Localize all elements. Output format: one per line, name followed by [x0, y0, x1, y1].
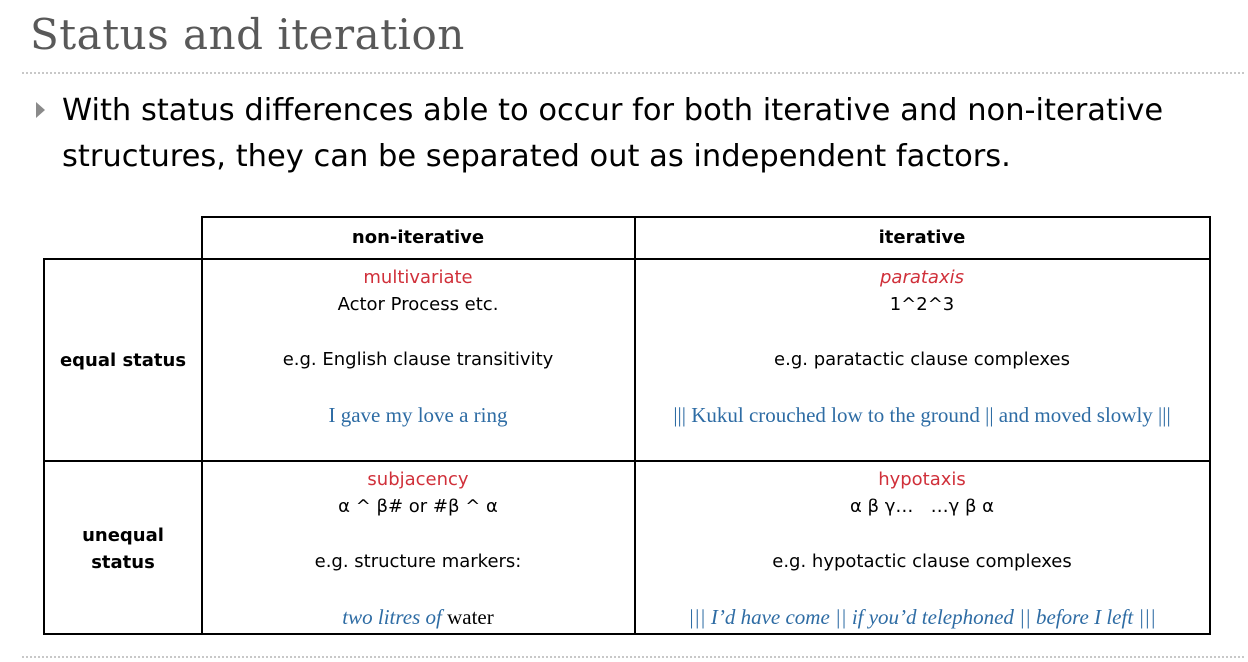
bullet-text: With status differences able to occur for both iterative and non-iterative structures, they can be separated out as independent factors.	[62, 93, 1164, 174]
footer-divider	[22, 656, 1244, 658]
example-label-hypotactic: e.g. hypotactic clause complexes	[772, 551, 1072, 572]
bullet-triangle-icon	[36, 102, 45, 118]
term-subjacency: subjacency	[367, 469, 469, 490]
notation-subjacency: α ^ β# or #β ^ α	[338, 496, 498, 517]
term-hypotaxis: hypotaxis	[878, 469, 966, 490]
row-header-unequal-status-line1: unequal	[82, 525, 164, 546]
table-border	[201, 216, 203, 635]
table-border	[1209, 216, 1211, 635]
notation-multivariate: Actor Process etc.	[337, 294, 499, 315]
title-divider	[22, 72, 1244, 74]
example-label-paratactic: e.g. paratactic clause complexes	[774, 349, 1070, 370]
table-border	[43, 258, 1211, 260]
term-parataxis: parataxis	[879, 267, 965, 288]
table-border	[43, 633, 1211, 635]
column-header-non-iterative: non-iterative	[351, 227, 485, 248]
example-multivariate: I gave my love a ring	[328, 403, 508, 427]
example-label-structure-markers: e.g. structure markers:	[314, 551, 522, 572]
example-hypotaxis: ||| I’d have come || if you’d telephoned || before I left |||	[688, 605, 1156, 629]
column-header-iterative: iterative	[878, 227, 966, 248]
example-label-transitivity: e.g. English clause transitivity	[282, 349, 554, 370]
notation-parataxis: 1^2^3	[889, 294, 955, 315]
table-border	[202, 216, 1211, 218]
example-subjacency	[342, 605, 493, 630]
example-parataxis: ||| Kukul crouched low to the ground || and moved slowly |||	[673, 403, 1171, 427]
table-border	[43, 460, 1211, 462]
slide-title: Status and iteration	[30, 10, 465, 59]
table-border	[43, 258, 45, 635]
notation-hypotaxis: α β γ… …γ β α	[849, 496, 995, 517]
row-header-unequal-status-line2: status	[91, 552, 155, 573]
row-header-equal-status: equal status	[59, 350, 187, 371]
term-multivariate: multivariate	[363, 267, 473, 288]
table-border	[634, 216, 636, 635]
example-subjacency-plain: water	[447, 605, 494, 629]
example-subjacency-italic: two litres of	[342, 605, 442, 629]
